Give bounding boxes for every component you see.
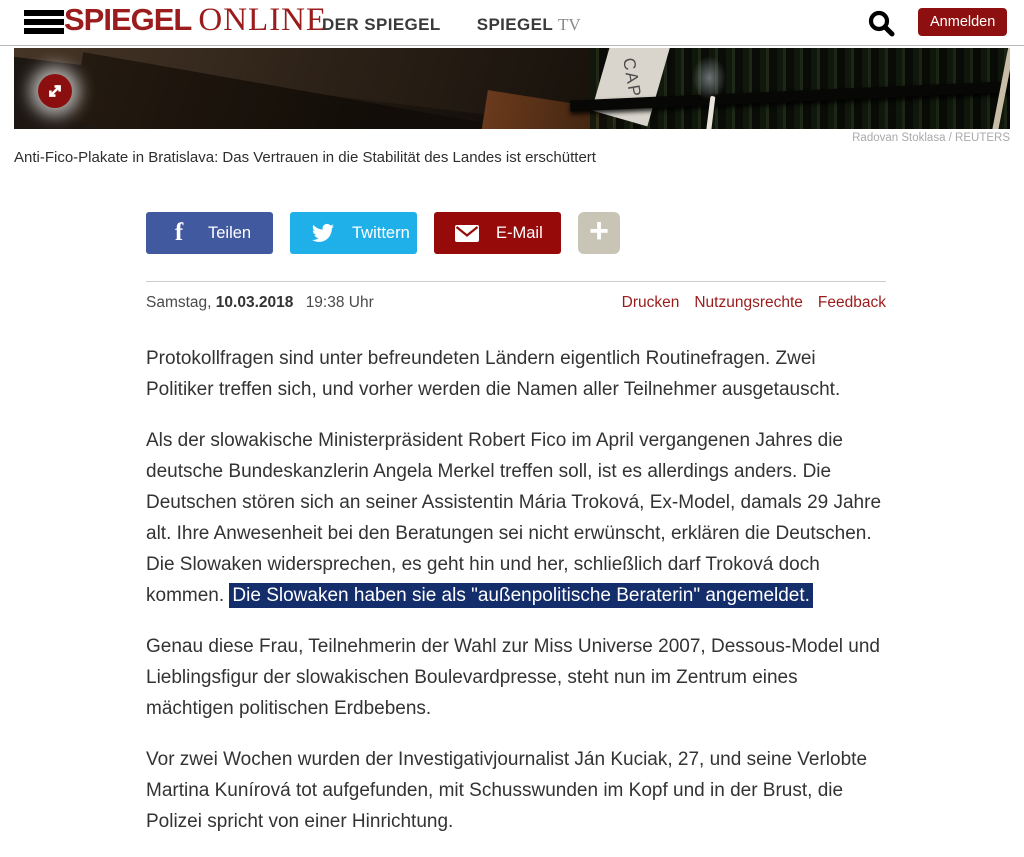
- expand-icon: [46, 82, 64, 100]
- twitter-share-button[interactable]: [290, 212, 417, 254]
- divider: [146, 281, 886, 282]
- paragraph-1: Protokollfragen sind unter befreundeten Ländern eigentlich Routinefragen. Zwei Politiker treffen sich, und vorher werden die Namen aller Teilnehmer ausgetauscht.: [146, 348, 841, 400]
- article-photo: [14, 48, 1010, 129]
- top-nav: [322, 15, 581, 35]
- paragraph-4: Vor zwei Wochen wurden der Investigativjournalist Ján Kuciak, 27, und seine Verlobte Martina Kunírová tot aufgefunden, mit Schusswunden im Kopf und in der Brust, die Polizei spricht von einer Hinrichtung.: [146, 749, 868, 832]
- photo-credit: Radovan Stoklasa / REUTERS: [852, 132, 1010, 144]
- menu-bar: [24, 28, 64, 34]
- photo-smoke: [692, 56, 726, 100]
- nav-spiegel-tv-light: TV: [558, 15, 581, 34]
- share-row: [146, 212, 886, 254]
- plus-icon: +: [589, 212, 609, 250]
- time: 19:38 Uhr: [305, 294, 374, 311]
- expand-image-button[interactable]: [38, 74, 72, 108]
- search-icon[interactable]: [866, 8, 896, 38]
- article-body: [146, 343, 886, 837]
- menu-icon[interactable]: [24, 10, 64, 35]
- facebook-share-button[interactable]: [146, 212, 273, 254]
- menu-bar: [24, 10, 64, 16]
- paragraph-2: [146, 425, 886, 611]
- twitter-share-label: Twittern: [352, 223, 410, 242]
- menu-bar: [24, 19, 64, 25]
- more-share-button[interactable]: [578, 212, 620, 254]
- logo-spiegel: SPIEGEL: [64, 2, 192, 37]
- email-icon: [453, 224, 481, 243]
- hero-section: [14, 48, 1010, 837]
- facebook-share-label: Teilen: [208, 223, 252, 242]
- date-line: [146, 294, 374, 312]
- logo-online: ONLINE: [198, 2, 328, 38]
- login-button[interactable]: Anmelden: [918, 8, 1007, 36]
- feedback-link[interactable]: Feedback: [817, 294, 886, 311]
- meta-links: [622, 294, 886, 312]
- paragraph-2-text: Als der slowakische Ministerpräsident Robert Fico im April vergangenen Jahres die deutsche Bundeskanzlerin Angela Merkel treffen soll, ist es allerdings anders. Die Deutschen stören sich an seiner Assistentin Mária Troková, Ex-Model, damals 29 Jahre alt. Ihre Anwesenheit bei den Beratungen sei nicht erwünscht, erklären die Deutschen. Die Slowaken widersprechen, es geht hin und her, schließlich darf Troková doch kommen.: [146, 430, 882, 606]
- nav-der-spiegel[interactable]: DER SPIEGEL: [322, 15, 441, 34]
- twitter-icon: [309, 221, 337, 245]
- weekday: Samstag,: [146, 294, 212, 311]
- facebook-icon: f: [174, 219, 184, 246]
- poster-text: CAP: [618, 56, 645, 100]
- highlighted-sentence: Die Slowaken haben sie als "außenpolitische Beraterin" angemeldet.: [229, 583, 813, 608]
- spiegel-online-logo[interactable]: [64, 2, 327, 39]
- article-meta: [146, 294, 886, 312]
- email-share-label: E-Mail: [496, 223, 543, 242]
- paragraph-3: Genau diese Frau, Teilnehmerin der Wahl zur Miss Universe 2007, Dessous-Model und Lieblingsfigur der slowakischen Boulevardpresse, steht nun im Zentrum eines mächtigen politischen Erdbebens.: [146, 636, 880, 719]
- date: 10.03.2018: [215, 294, 294, 311]
- photo-caption: Anti-Fico-Plakate in Bratislava: Das Vertrauen in die Stabilität des Landes ist erschüttert: [14, 149, 596, 166]
- email-share-button[interactable]: [434, 212, 561, 254]
- print-link[interactable]: Drucken: [621, 294, 680, 311]
- nav-spiegel-tv[interactable]: [477, 15, 581, 35]
- article-column: [146, 212, 886, 837]
- usage-rights-link[interactable]: Nutzungsrechte: [694, 294, 803, 311]
- site-header: [0, 0, 1024, 46]
- nav-spiegel-tv-bold: SPIEGEL: [476, 15, 553, 34]
